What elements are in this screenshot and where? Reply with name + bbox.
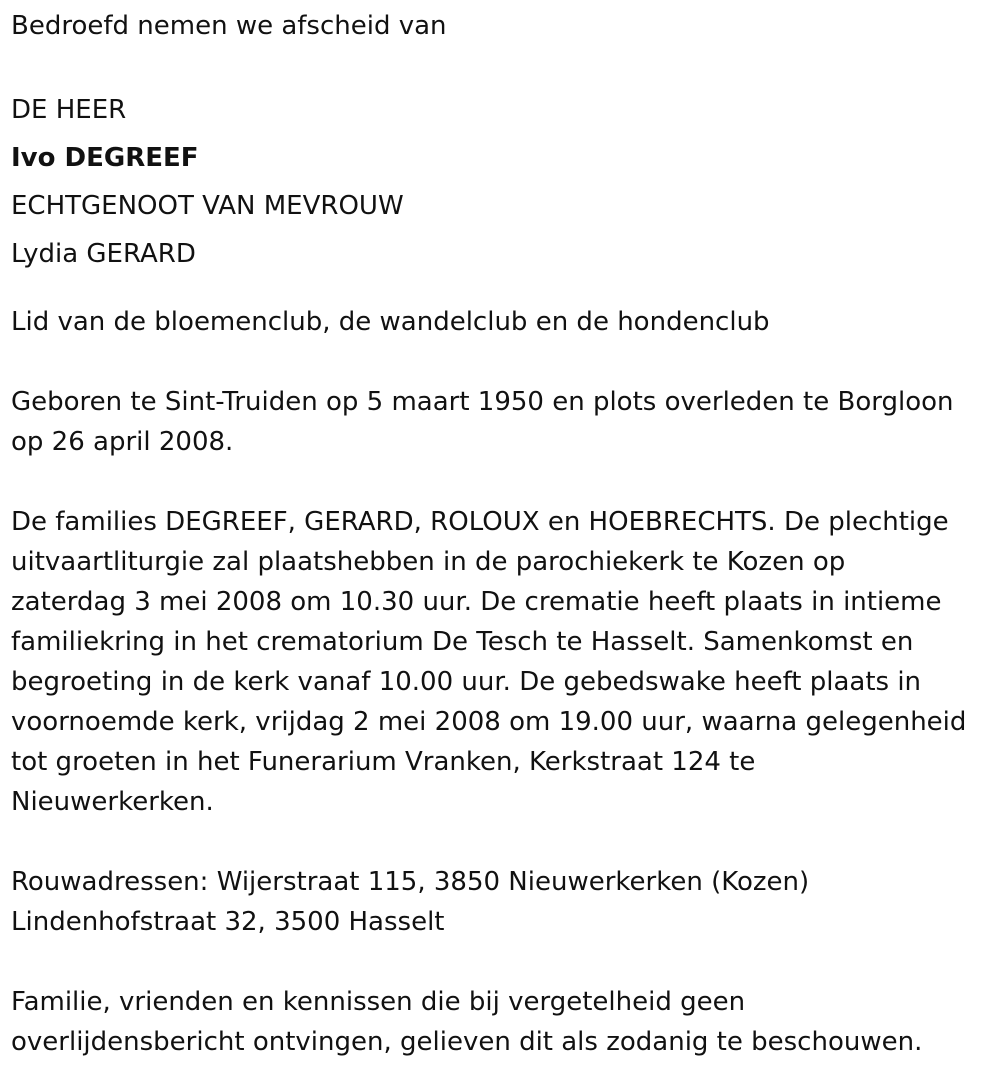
paragraph-line: De families DEGREEF, GERARD, ROLOUX en HOEBRECHTS. De plechtige	[11, 507, 949, 537]
addresses-paragraph	[11, 862, 996, 942]
closing-paragraph	[11, 982, 996, 1062]
paragraph-line: uitvaartliturgie zal plaatshebben in de parochiekerk te Kozen op	[11, 547, 846, 577]
birth-death-paragraph	[11, 382, 996, 462]
paragraph-line: begroeting in de kerk vanaf 10.00 uur. De gebedswake heeft plaats in	[11, 667, 922, 697]
membership-text: Lid van de bloemenclub, de wandelclub en de hondenclub	[11, 307, 770, 337]
address-line: Rouwadressen: Wijerstraat 115, 3850 Nieuwerkerken (Kozen)	[11, 867, 810, 897]
paragraph-line: zaterdag 3 mei 2008 om 10.30 uur. De crematie heeft plaats in intieme	[11, 587, 942, 617]
spouse-name: Lydia GERARD	[11, 239, 196, 269]
paragraph-line: tot groeten in het Funerarium Vranken, Kerkstraat 124 te	[11, 747, 756, 777]
deceased-name: Ivo DEGREEF	[11, 143, 199, 173]
spouse-label: ECHTGENOOT VAN MEVROUW	[11, 191, 404, 221]
obituary-notice	[11, 6, 996, 1062]
ceremony-paragraph	[11, 502, 996, 822]
spacer	[11, 462, 996, 502]
spacer	[11, 822, 996, 862]
spacer	[11, 342, 996, 382]
spacer	[11, 278, 996, 302]
paragraph-line: Geboren te Sint-Truiden op 5 maart 1950 en plots overleden te Borgloon	[11, 387, 954, 417]
spacer	[11, 942, 996, 982]
title-prefix: DE HEER	[11, 95, 127, 125]
intro-text: Bedroefd nemen we afscheid van	[11, 11, 447, 41]
paragraph-line: op 26 april 2008.	[11, 427, 234, 457]
paragraph-line: familiekring in het crematorium De Tesch te Hasselt. Samenkomst en	[11, 627, 914, 657]
paragraph-line: Familie, vrienden en kennissen die bij vergetelheid geen	[11, 987, 746, 1017]
paragraph-line: Nieuwerkerken.	[11, 787, 214, 817]
paragraph-line: voornoemde kerk, vrijdag 2 mei 2008 om 19.00 uur, waarna gelegenheid	[11, 707, 967, 737]
paragraph-line: overlijdensbericht ontvingen, gelieven dit als zodanig te beschouwen.	[11, 1027, 923, 1057]
spacer	[11, 46, 996, 86]
address-line: Lindenhofstraat 32, 3500 Hasselt	[11, 907, 445, 937]
